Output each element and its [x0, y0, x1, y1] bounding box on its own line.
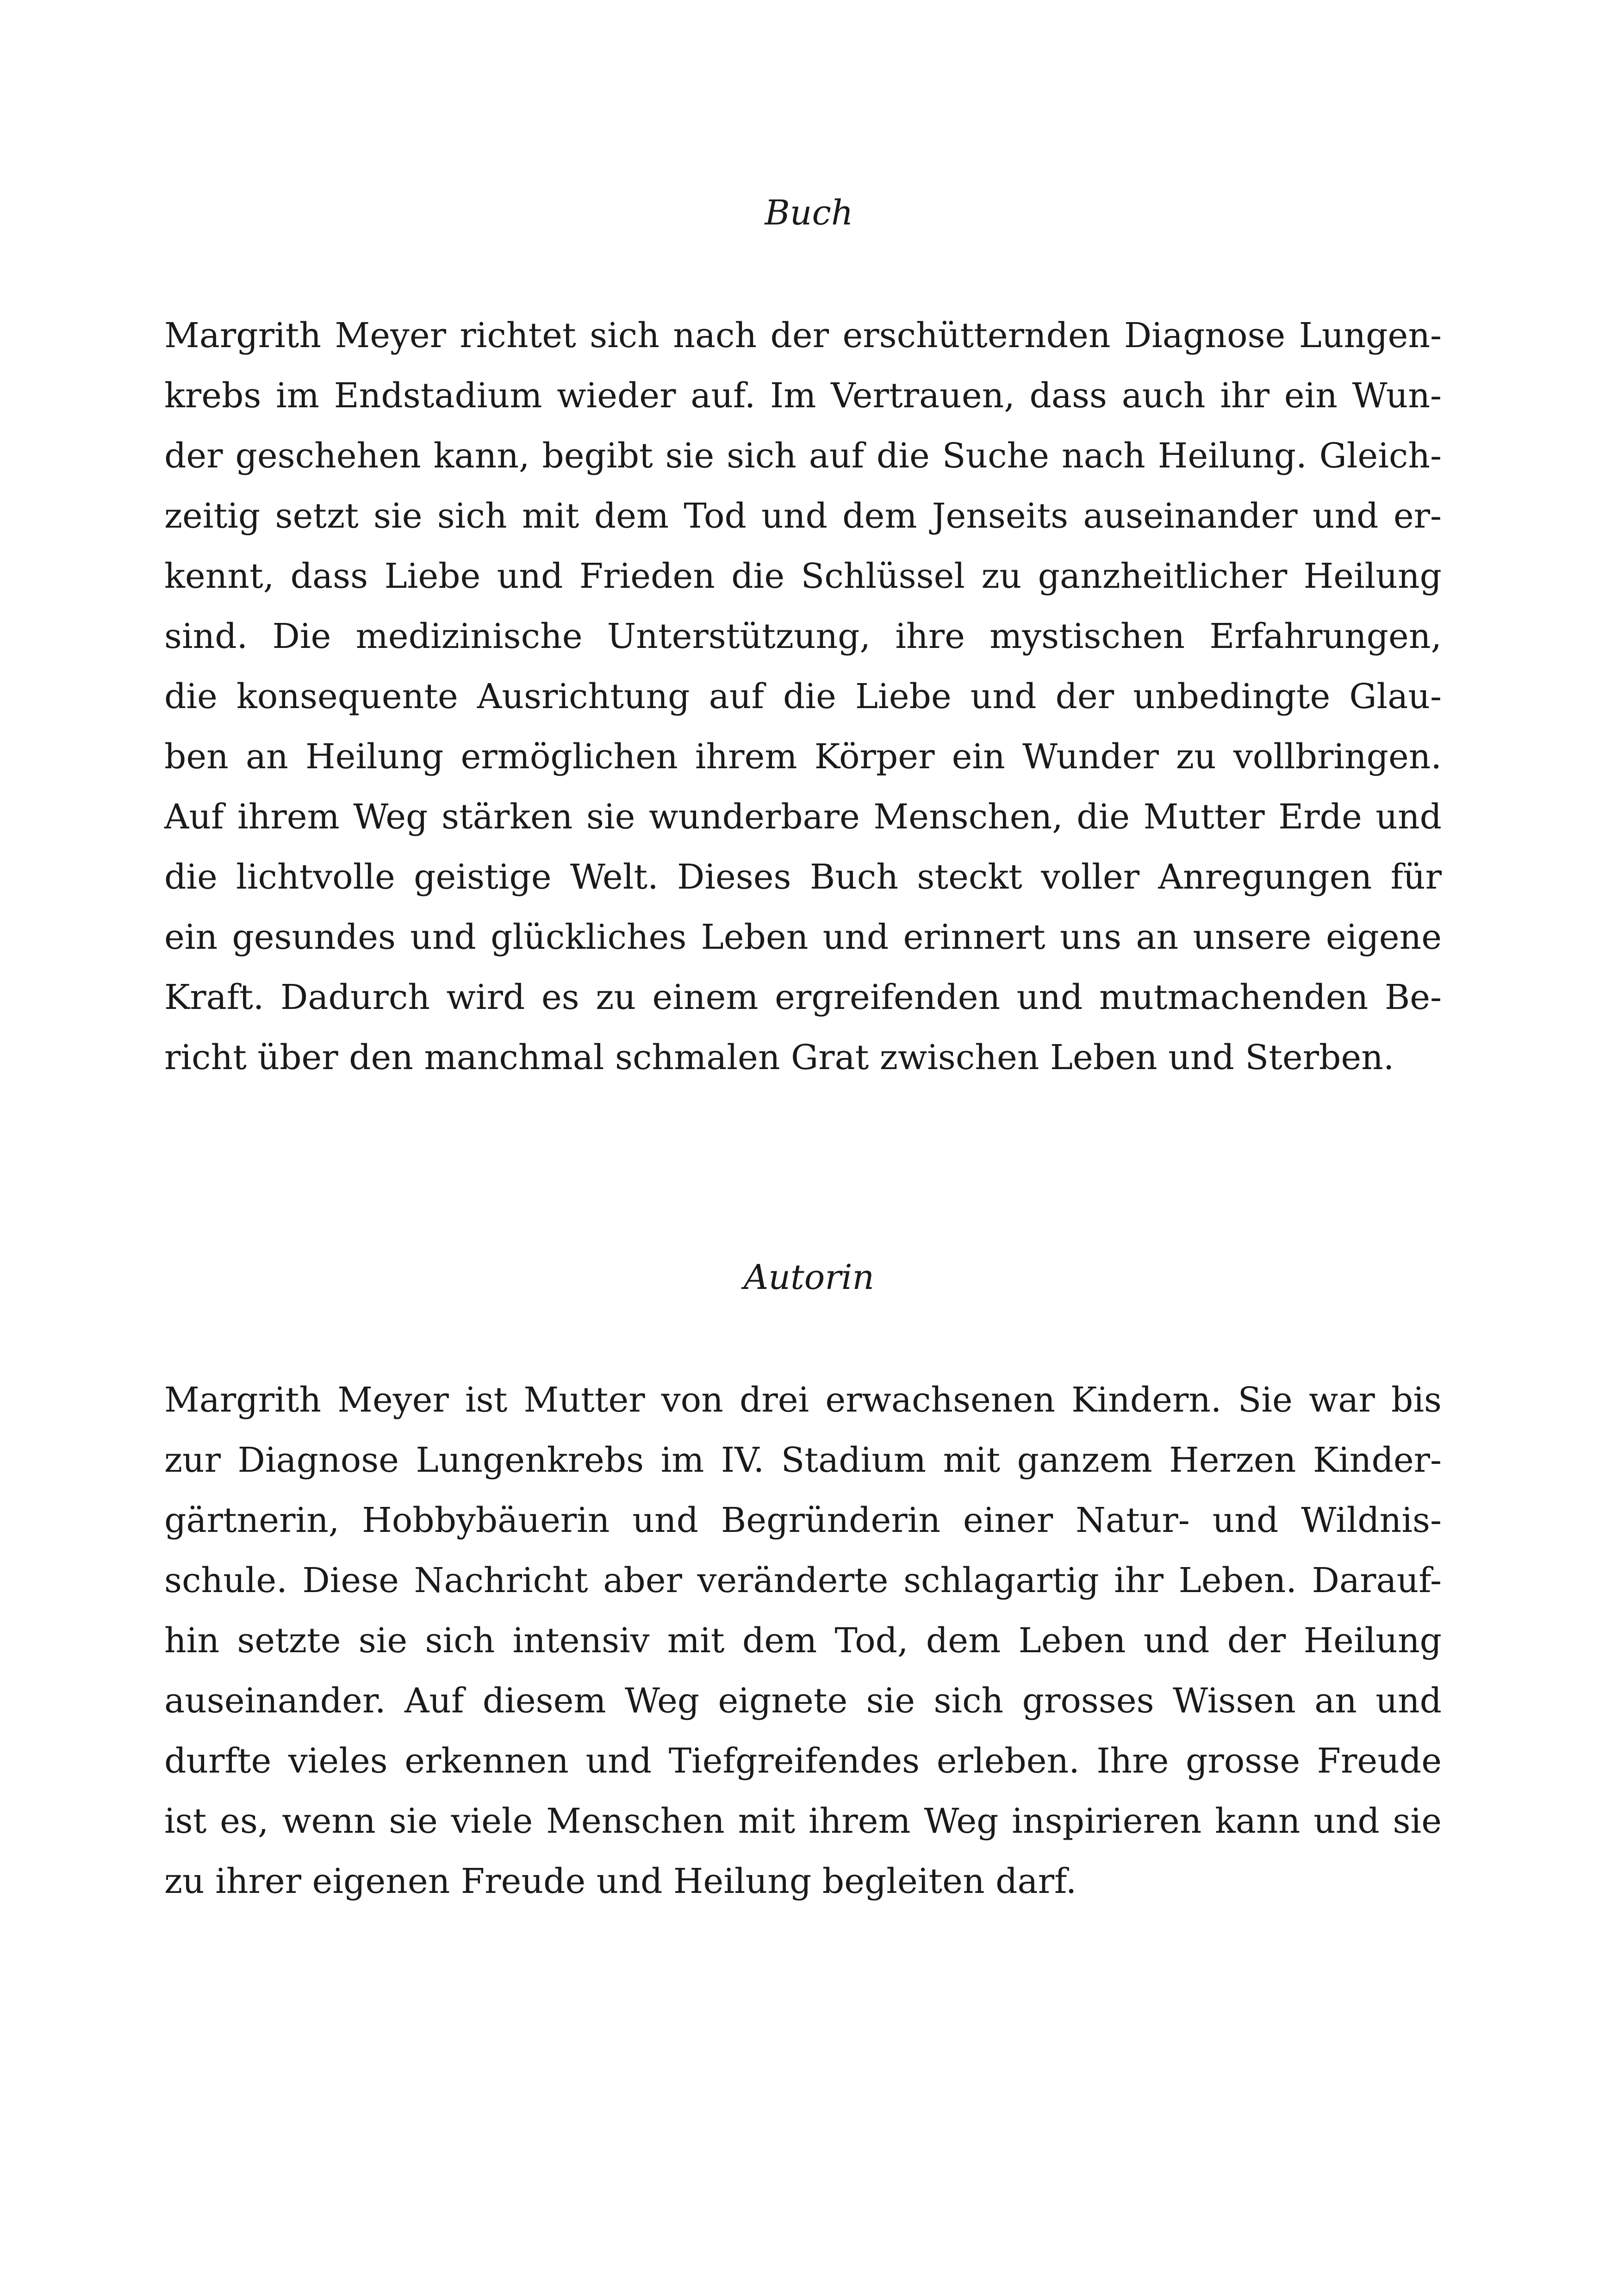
text-line: ist es, wenn sie viele Menschen mit ihrem Weg inspirieren kann und sie: [164, 1801, 1442, 1841]
text-line: schule. Diese Nachricht aber veränderte schlagartig ihr Leben. Darauf-: [164, 1561, 1442, 1600]
section-heading-buch: Buch: [765, 193, 853, 233]
text-line: zeitig setzt sie sich mit dem Tod und dem Jenseits auseinander und er-: [164, 496, 1442, 536]
autorin-description: [164, 1370, 1442, 1911]
text-line: krebs im Endstadium wieder auf. Im Vertrauen, dass auch ihr ein Wun-: [164, 376, 1442, 416]
text-line: gärtnerin, Hobbybäuerin und Begründerin einer Natur- und Wildnis-: [164, 1500, 1442, 1540]
text-line: ein gesundes und glückliches Leben und erinnert uns an unsere eigene: [164, 917, 1442, 957]
text-line: Auf ihrem Weg stärken sie wunderbare Menschen, die Mutter Erde und: [164, 797, 1442, 837]
text-line: zu ihrer eigenen Freude und Heilung begleiten darf.: [164, 1861, 1077, 1901]
text-line: ben an Heilung ermöglichen ihrem Körper ein Wunder zu vollbringen.: [164, 737, 1442, 777]
text-line: die konsequente Ausrichtung auf die Liebe und der unbedingte Glau-: [164, 677, 1442, 716]
text-line: auseinander. Auf diesem Weg eignete sie sich grosses Wissen an und: [164, 1681, 1442, 1721]
text-line: richt über den manchmal schmalen Grat zwischen Leben und Sterben.: [164, 1038, 1394, 1077]
text-line: Margrith Meyer ist Mutter von drei erwachsenen Kindern. Sie war bis: [164, 1380, 1442, 1420]
text-line: Margrith Meyer richtet sich nach der erschütternden Diagnose Lungen-: [164, 316, 1442, 355]
text-line: die lichtvolle geistige Welt. Dieses Buch steckt voller Anregungen für: [164, 857, 1442, 897]
text-line: hin setzte sie sich intensiv mit dem Tod, dem Leben und der Heilung: [164, 1621, 1442, 1661]
section-heading-autorin: Autorin: [743, 1257, 875, 1297]
buch-description: [164, 305, 1442, 1088]
text-line: der geschehen kann, begibt sie sich auf die Suche nach Heilung. Gleich-: [164, 436, 1442, 476]
text-line: zur Diagnose Lungenkrebs im IV. Stadium mit ganzem Herzen Kinder-: [164, 1440, 1442, 1480]
text-line: sind. Die medizinische Unterstützung, ihre mystischen Erfahrungen,: [164, 616, 1442, 656]
text-line: kennt, dass Liebe und Frieden die Schlüssel zu ganzheitlicher Heilung: [164, 556, 1442, 596]
text-line: Kraft. Dadurch wird es zu einem ergreifenden und mutmachenden Be-: [164, 977, 1442, 1017]
text-line: durfte vieles erkennen und Tiefgreifendes erleben. Ihre grosse Freude: [164, 1741, 1442, 1781]
